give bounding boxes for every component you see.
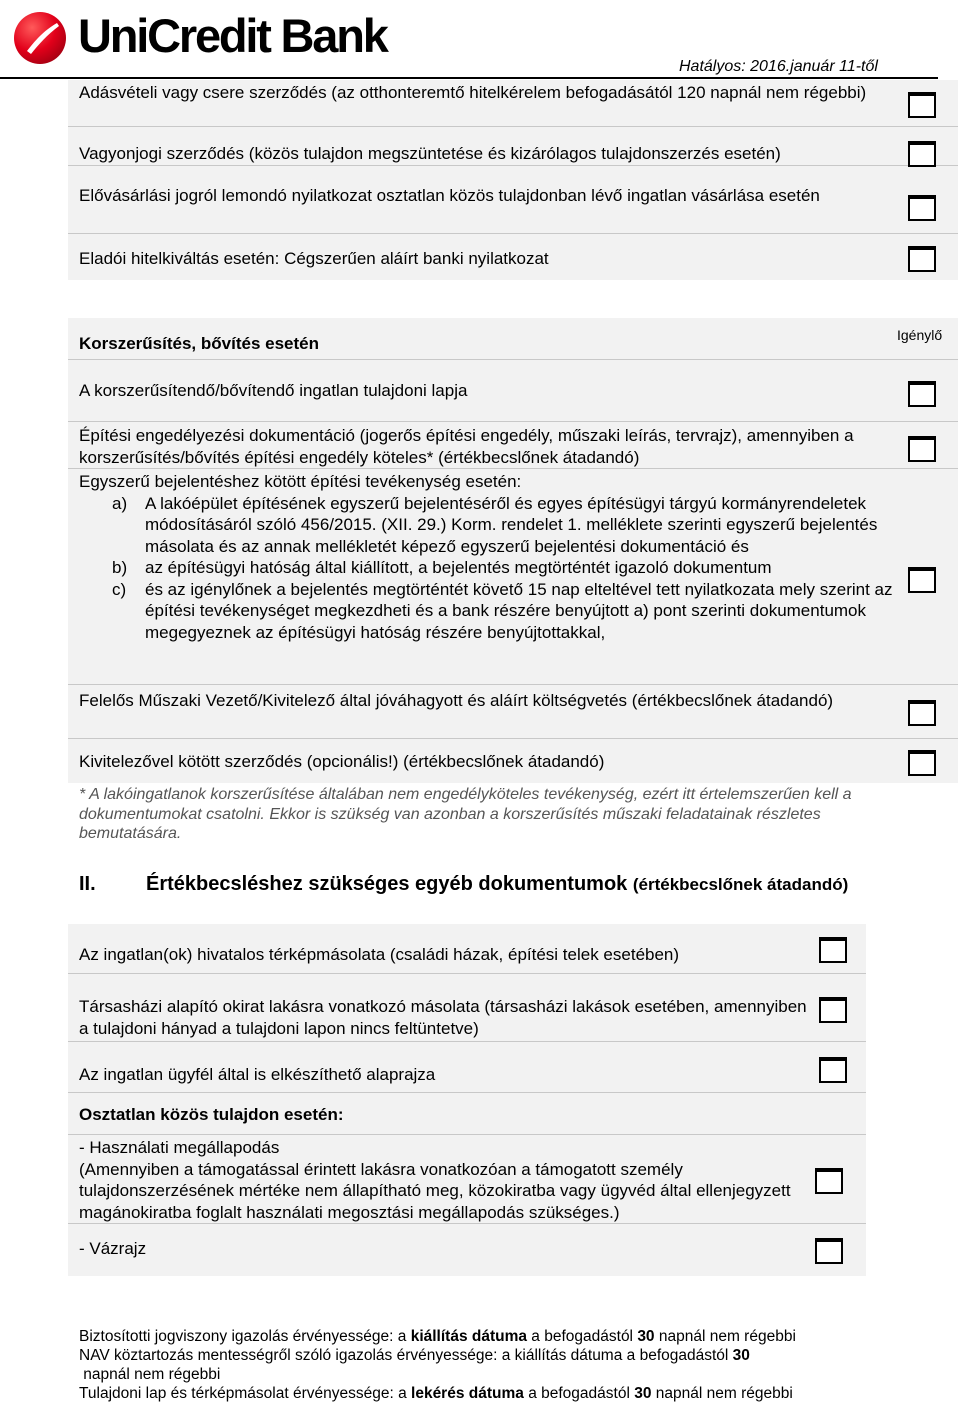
column-label-applicant: Igénylő [897, 327, 943, 343]
row-text: Felelős Műszaki Vezető/Kivitelező által jóváhagyott és aláírt költségvetés (értékbecslőnek átadandó) [79, 691, 834, 710]
unicredit-logo-icon [13, 11, 67, 65]
footer-line-land-registry [79, 1384, 793, 1403]
brand-name: UniCredit Bank [78, 9, 387, 62]
row-text: - Vázrajz [79, 1239, 147, 1258]
list-text: az építésügyi hatóság által kiállított, a bejelentés megtörténtét igazoló dokumentum [145, 558, 772, 577]
section-title [146, 873, 848, 896]
purchase-documents-table [68, 80, 958, 280]
footer-line-insurance [79, 1327, 796, 1346]
table-row [68, 127, 958, 166]
header-rule [0, 77, 938, 79]
footer-text: napnál nem régebbi [651, 1385, 793, 1402]
table-header-row [68, 318, 958, 360]
footer-text: Tulajdoni lap és térképmásolat érvényessége: a [79, 1385, 412, 1402]
footer-text: a befogadástól [523, 1385, 635, 1402]
section-title-sub: (értékbecslőnek átadandó) [632, 875, 849, 894]
usage-agreement [79, 1137, 809, 1223]
checkbox[interactable] [908, 750, 936, 776]
usage-agreement-text: (Amennyiben a támogatással érintett lakásra vonatkozóan a támogatott személy tulajdonszerzésének mértéke nem állapítható meg, közokiratba vagy ügyvéd által ellenjegyzett magánokiratba foglalt használati megosztási megállapodás szükséges.) [79, 1159, 791, 1222]
table-row [68, 469, 958, 685]
row-text: Társasházi alapító okirat lakásra vonatkozó másolata (társasházi lakások esetében, amennyiben a tulajdoni hányad a tulajdoni lapon nincs feltüntetve) [79, 997, 807, 1038]
row-text: Eladói hitelkiváltás esetén: Cégszerűen aláírt banki nyilatkozat [79, 249, 549, 268]
simple-notification-intro: Egyszerű bejelentéshez kötött építési tevékenység esetén: [79, 472, 522, 491]
section-number: II. [79, 873, 96, 895]
list-text: és az igénylőnek a bejelentés megtörténtét követő 15 nap elteltével tett nyilatkozata mely szerint az építési tevékenységet megkezdheti és a bank részére benyújtott a) pont szerinti dokumentumok megegyeznek az építésügyi hatóság részére benyújtottakkal, [145, 579, 893, 642]
footer-days: 30 [634, 1385, 652, 1402]
checkbox[interactable] [908, 141, 936, 167]
row-text: Vagyonjogi szerződés (közös tulajdon megszüntetése és kizárólagos tulajdonszerzés esetén) [79, 144, 781, 163]
checkbox[interactable] [908, 567, 936, 593]
table-row [68, 422, 958, 469]
list-text: A lakóépület építésének egyszerű bejelentéséről és egyes építésügyi tárgyú kormányrendeletek módosításáról szóló 456/2015. (XII. 29.) Korm. rendelet 1. melléklete szerinti egyszerű bejelentés másolata és az annak mellékletét képező egyszerű bejelentési dokumentáció és [145, 493, 878, 556]
checkbox[interactable] [908, 381, 936, 407]
checkbox[interactable] [819, 937, 847, 963]
footer-text: Biztosítotti jogviszony igazolás érvényessége: a [79, 1328, 411, 1345]
table-row [68, 1224, 866, 1276]
list-item [79, 493, 894, 558]
footer-text: napnál nem régebbi [654, 1328, 796, 1345]
table-row [68, 360, 958, 422]
list-item [79, 557, 894, 579]
table-row [68, 1135, 866, 1224]
table-row [68, 80, 958, 127]
checkbox[interactable] [908, 246, 936, 272]
footer-emph: kiállítás dátuma [410, 1328, 527, 1345]
usage-agreement-title: - Használati megállapodás [79, 1138, 280, 1157]
row-text: Az ingatlan(ok) hivatalos térképmásolata (családi házak, építési telek esetében) [79, 945, 680, 964]
table-row [68, 1042, 866, 1093]
footer-text: a befogadástól [527, 1328, 638, 1345]
row-text: Az ingatlan ügyfél által is elkészíthető alaprajza [79, 1065, 436, 1084]
table-row [68, 974, 866, 1042]
footer-emph: lekérés dátuma [411, 1385, 524, 1402]
footer-line-nav-cont: napnál nem régebbi [79, 1366, 221, 1383]
valuation-documents-table [68, 924, 866, 1276]
row-text: Elővásárlási jogról lemondó nyilatkozat osztatlan közös tulajdonban lévő ingatlan vásárlása esetén [79, 186, 820, 205]
effective-date: Hatályos: 2016.január 11-től [679, 58, 878, 75]
simple-notification-block [79, 471, 894, 643]
co-ownership-heading: Osztatlan közös tulajdon esetén: [79, 1105, 344, 1124]
checkbox[interactable] [819, 997, 847, 1023]
checkbox[interactable] [819, 1057, 847, 1083]
list-label: b) [112, 558, 128, 577]
table-row [68, 234, 958, 280]
renovation-documents-table [68, 318, 958, 783]
row-text: Kivitelezővel kötött szerződés (opcionális!) (értékbecslőnek átadandó) [79, 752, 605, 771]
footnote: * A lakóingatlanok korszerűsítése általában nem engedélyköteles tevékenység, ezért itt értelemszerűen kell a dokumentumokat csatolni. Ekkor is szükség van azonban a korszerűsítés műszaki feladatainak részletes bemutatására. [79, 786, 852, 842]
list-label: c) [112, 579, 127, 599]
list-item [79, 579, 894, 644]
section-title-main: Értékbecsléshez szükséges egyéb dokumentumok [146, 873, 628, 895]
list-label: a) [112, 493, 128, 513]
table-row [68, 685, 958, 739]
footer-days: 30 [732, 1347, 750, 1364]
footer-days: 30 [637, 1328, 655, 1345]
table-row [68, 924, 866, 974]
table-row [68, 1093, 866, 1135]
footer-line-nav [79, 1346, 750, 1365]
row-text: Építési engedélyezési dokumentáció (jogerős építési engedély, műszaki leírás, tervrajz), amennyiben a korszerűsítés/bővítés építési engedély köteles* (értékbecslőnek átadandó) [79, 426, 854, 467]
checkbox[interactable] [815, 1238, 843, 1264]
table-row [68, 739, 958, 783]
checkbox[interactable] [908, 92, 936, 118]
table-row [68, 166, 958, 234]
checkbox[interactable] [908, 436, 936, 462]
row-text: A korszerűsítendő/bővítendő ingatlan tulajdoni lapja [79, 381, 468, 400]
row-text: Adásvételi vagy csere szerződés (az otthonteremtő hitelkérelem befogadásától 120 napnál nem régebbi) [79, 83, 867, 102]
checkbox[interactable] [908, 700, 936, 726]
section-heading: Korszerűsítés, bővítés esetén [79, 334, 319, 353]
footer-text: NAV köztartozás mentességről szóló igazolás érvényessége: a kiállítás dátuma a befogadástól [79, 1347, 733, 1364]
checkbox[interactable] [815, 1168, 843, 1194]
checkbox[interactable] [908, 195, 936, 221]
